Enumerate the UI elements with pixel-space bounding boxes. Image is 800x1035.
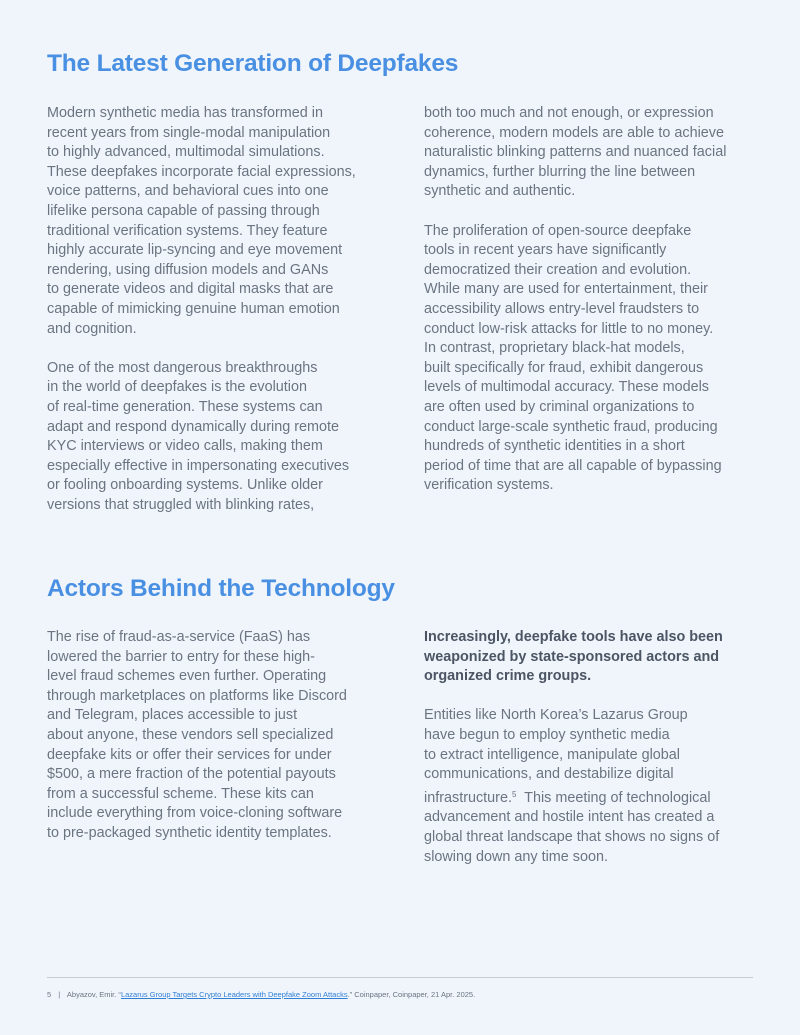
text-line: democratized their creation and evolution. [424, 261, 692, 278]
paragraph [424, 222, 759, 496]
text-line: capable of mimicking genuine human emotion [47, 300, 340, 317]
section-title-actors: Actors Behind the Technology [47, 575, 395, 602]
text-line: level fraud schemes even further. Operating [47, 668, 327, 685]
text-line: of real-time generation. These systems can [47, 398, 323, 415]
text-line: traditional verification systems. They feature [47, 222, 328, 239]
text-span: This meeting of technological [516, 789, 711, 806]
paragraph-lines [424, 808, 759, 867]
text-line: highly accurate lip-syncing and eye movement [47, 242, 343, 259]
text-line: voice patterns, and behavioral cues into one [47, 183, 329, 200]
text-line: coherence, modern models are able to achieve [424, 124, 724, 141]
citation-prefix: Abyazov, Emir. “ [66, 990, 121, 999]
paragraph [47, 359, 382, 516]
text-column-3 [47, 628, 382, 863]
text-line: through marketplaces on platforms like Discord [47, 687, 347, 704]
text-line: The proliferation of open-source deepfake [424, 222, 692, 239]
text-line: Modern synthetic media has transformed in [47, 105, 323, 121]
text-line: to extract intelligence, manipulate global [424, 746, 680, 763]
paragraph-lines [424, 706, 759, 784]
lead-paragraph [424, 628, 759, 687]
text-line: versions that struggled with blinking rates, [47, 496, 315, 513]
text-line: to pre-packaged synthetic identity templates. [47, 824, 332, 841]
text-line: naturalistic blinking patterns and nuanced facial [424, 144, 727, 161]
paragraph [424, 104, 759, 202]
text-line: One of the most dangerous breakthroughs [47, 359, 318, 376]
paragraph [424, 706, 759, 867]
text-line: synthetic and authentic. [424, 183, 576, 200]
text-line: While many are used for entertainment, their [424, 281, 708, 298]
text-line: communications, and destabilize digital [424, 766, 674, 783]
text-line: conduct large-scale synthetic fraud, producing [424, 418, 718, 435]
text-line: include everything from voice-cloning software [47, 805, 343, 822]
text-line: about anyone, these vendors sell specialized [47, 726, 334, 743]
text-line: and Telegram, places accessible to just [47, 707, 298, 724]
text-line: $500, a mere fraction of the potential payouts [47, 766, 336, 783]
text-line: tools in recent years have significantly [424, 242, 667, 259]
text-line: from a successful scheme. These kits can [47, 785, 314, 802]
text-line: have begun to employ synthetic media [424, 726, 670, 743]
footer-divider [47, 977, 753, 978]
text-line: accessibility allows entry-level fraudsters to [424, 300, 700, 317]
paragraph [47, 104, 382, 339]
text-line: weaponized by state-sponsored actors and [424, 648, 720, 665]
text-line: organized crime groups. [424, 668, 592, 685]
text-line: KYC interviews or video calls, making them [47, 438, 323, 455]
citation-suffix: .” Coinpaper, Coinpaper, 21 Apr. 2025. [347, 990, 476, 999]
text-line: in the world of deepfakes is the evolution [47, 379, 307, 396]
text-line: levels of multimodal accuracy. These models [424, 379, 710, 396]
text-line: to generate videos and digital masks that are [47, 281, 334, 298]
text-line: lowered the barrier to entry for these high- [47, 648, 315, 665]
paragraph-line [424, 785, 759, 809]
text-line: global threat landscape that shows no signs of [424, 828, 720, 845]
text-line: period of time that are all capable of bypassing [424, 457, 722, 474]
text-line: Entities like North Korea’s Lazarus Group [424, 707, 688, 724]
page-number: 5 [47, 990, 52, 999]
text-line: especially effective in impersonating executives [47, 457, 350, 474]
text-line: verification systems. [424, 477, 554, 494]
citation-link[interactable]: Lazarus Group Targets Crypto Leaders with Deepfake Zoom Attacks [120, 990, 348, 999]
text-line: conduct low-risk attacks for little to no money. [424, 320, 714, 337]
text-line: both too much and not enough, or expression [424, 105, 714, 121]
footnote-reference[interactable]: 5 [511, 789, 517, 799]
text-line: These deepfakes incorporate facial expressions, [47, 163, 356, 180]
text-line: lifelike persona capable of passing through [47, 202, 320, 219]
text-line: advancement and hostile intent has created a [424, 809, 715, 826]
text-line: are often used by criminal organizations to [424, 398, 695, 415]
text-line: recent years from single-modal manipulation [47, 124, 331, 141]
text-line: hundreds of synthetic identities in a short [424, 438, 685, 455]
text-span: infrastructure. [424, 789, 512, 806]
text-line: to highly advanced, multimodal simulations. [47, 144, 325, 161]
text-line: In contrast, proprietary black-hat models, [424, 340, 685, 357]
text-line: The rise of fraud-as-a-service (FaaS) has [47, 629, 311, 645]
text-line: dynamics, further blurring the line between [424, 163, 696, 180]
text-line: rendering, using diffusion models and GANs [47, 261, 329, 278]
section-title-latest-generation: The Latest Generation of Deepfakes [47, 50, 459, 77]
footnote [47, 990, 475, 999]
paragraph [47, 628, 382, 844]
text-line: built specifically for fraud, exhibit dangerous [424, 359, 704, 376]
text-column-4 [424, 628, 759, 887]
text-line: deepfake kits or offer their services for under [47, 746, 332, 763]
separator: | [58, 990, 61, 999]
text-line: Increasingly, deepfake tools have also been [424, 629, 723, 645]
text-column-2 [424, 104, 759, 515]
text-line: adapt and respond dynamically during remote [47, 418, 339, 435]
text-line: slowing down any time soon. [424, 848, 608, 865]
text-column-1 [47, 104, 382, 535]
text-line: or fooling onboarding systems. Unlike older [47, 477, 323, 494]
text-line: and cognition. [47, 320, 137, 337]
